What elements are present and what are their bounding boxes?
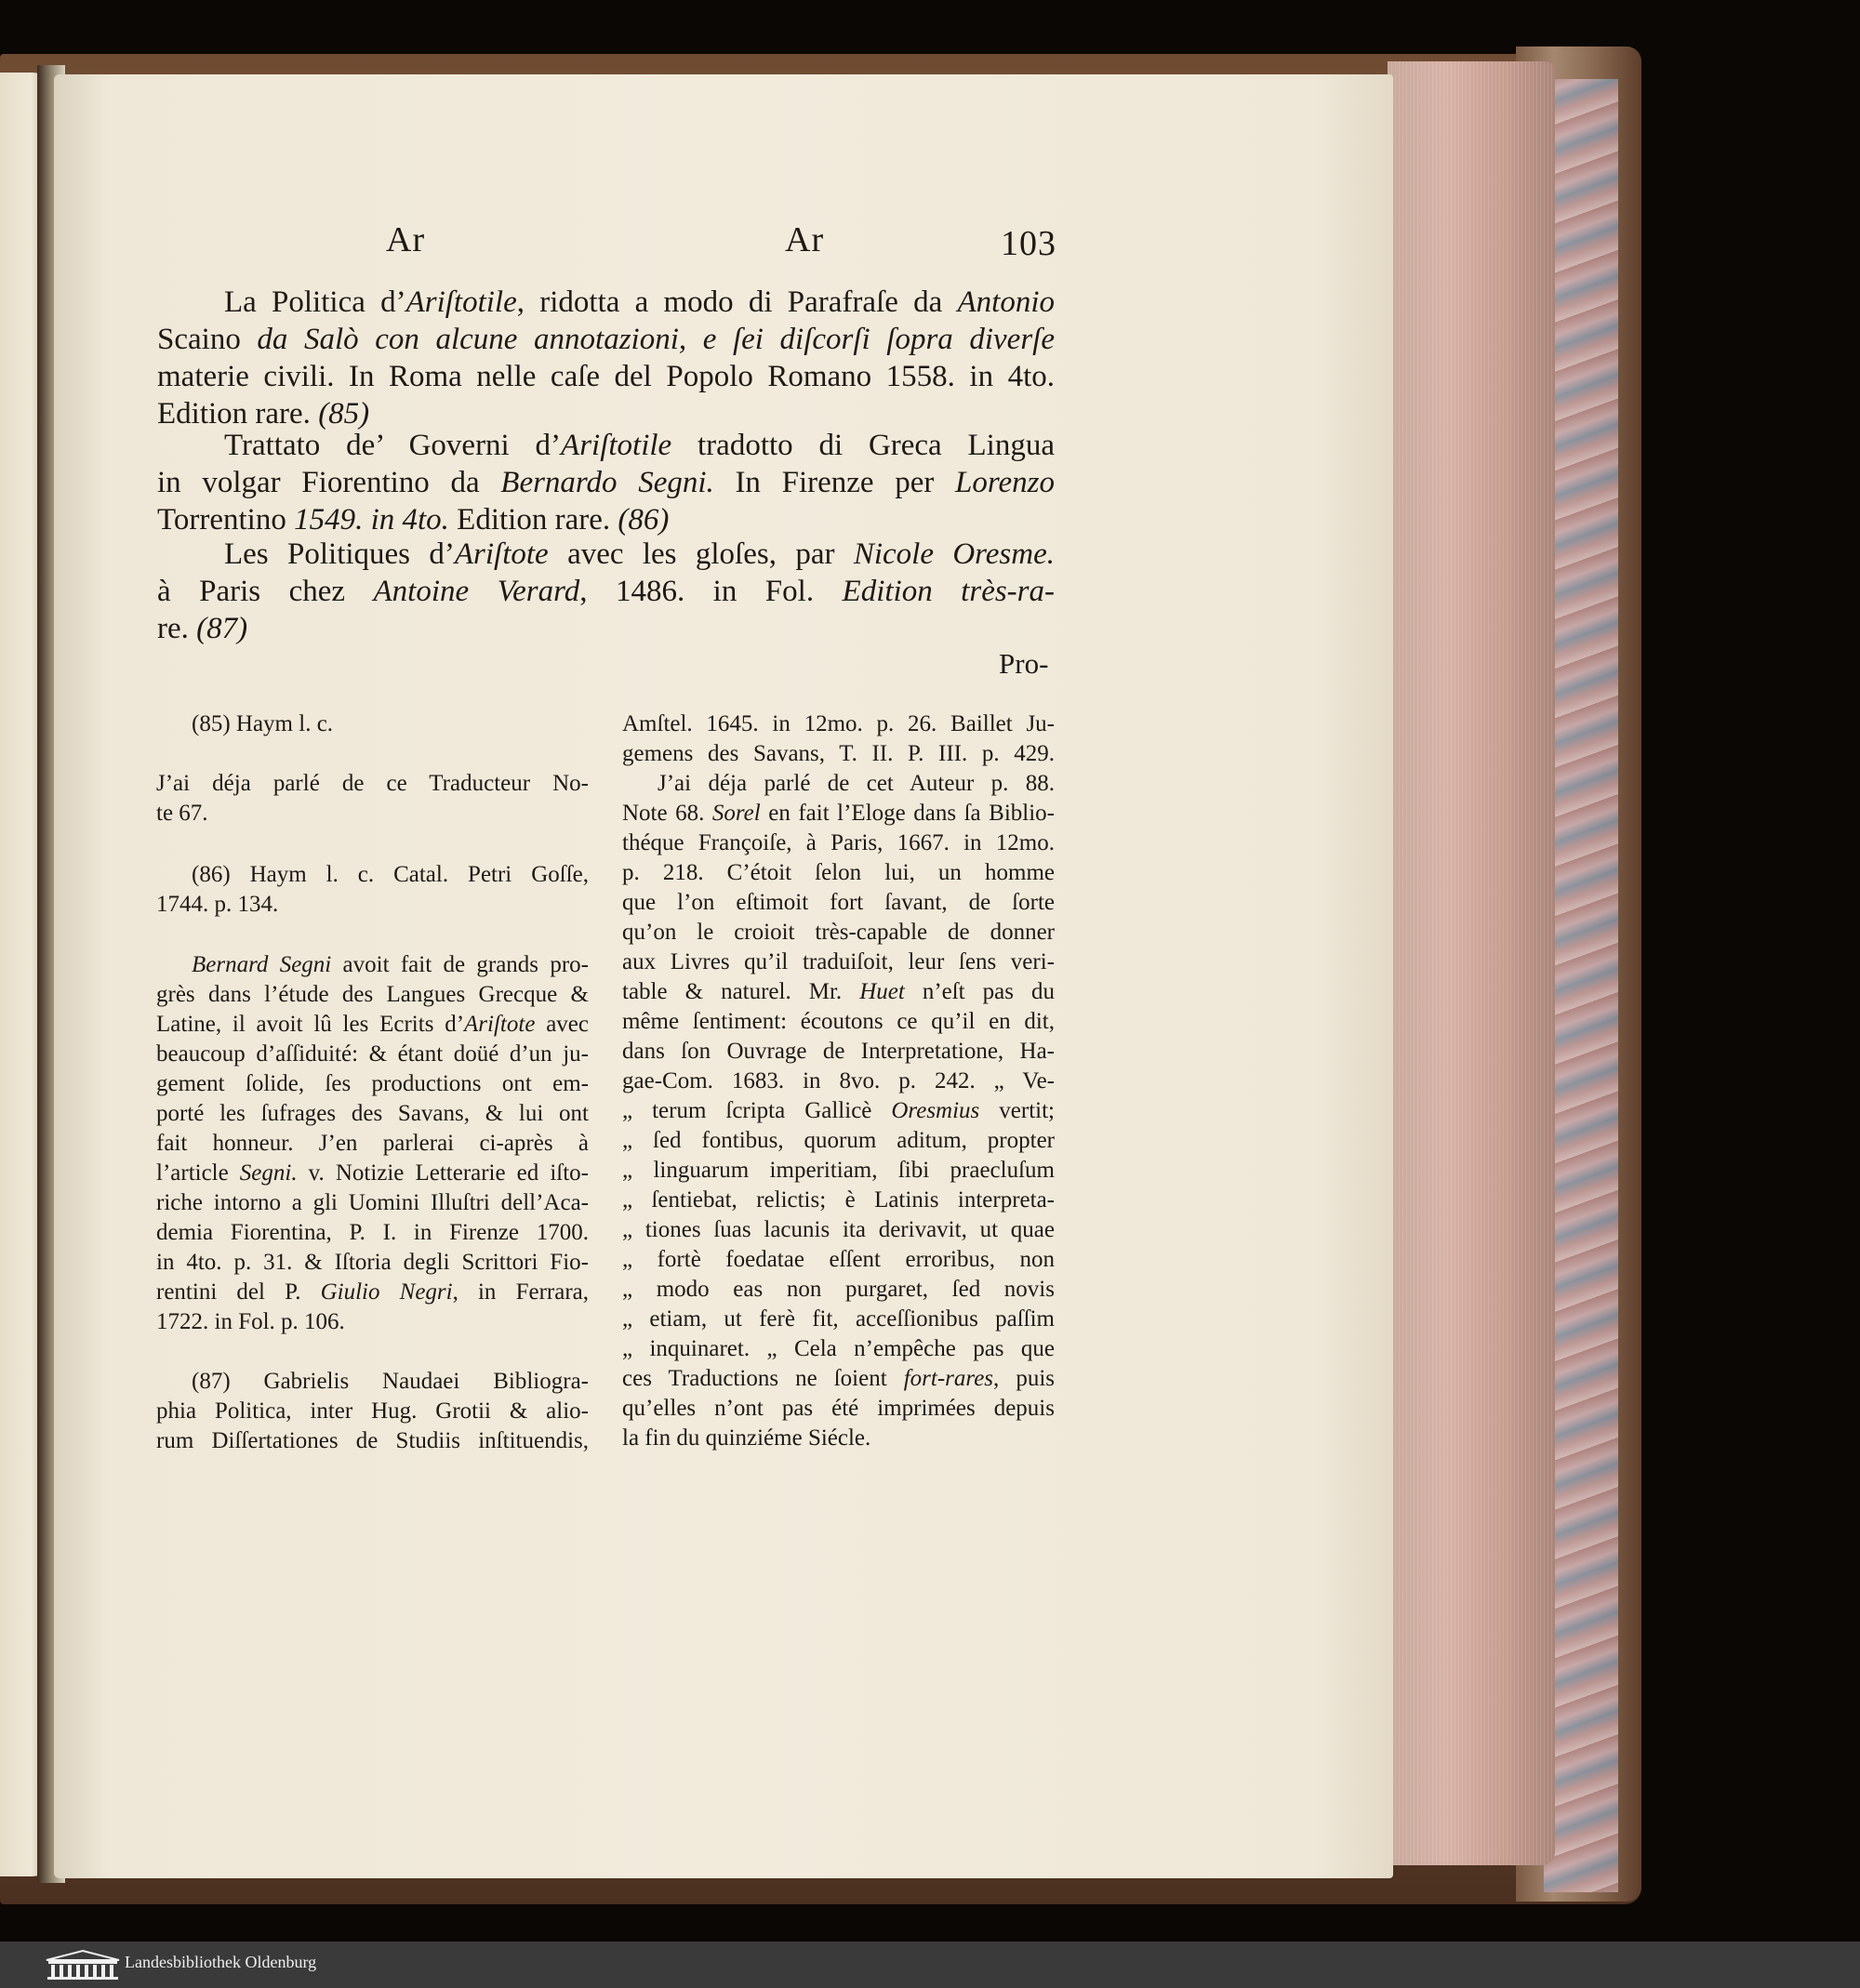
text-line (622, 1215, 1055, 1245)
italic-text: (86) (610, 503, 670, 537)
roman-text: in 4to. p. 31. & Iſtoria degli Scrittori Fio- (156, 1250, 589, 1275)
italic-text: Ariſtote (454, 537, 549, 571)
italic-text: Ariſtotile (561, 429, 672, 462)
roman-text: Latine, il avoit lû les Ecrits d’ (156, 1012, 465, 1037)
roman-text: aux Livres qu’il traduiſoit, leur ſens veri- (622, 949, 1055, 974)
roman-text: même ſentiment: écoutons ce qu’il en dit, (622, 1009, 1055, 1034)
text-line (156, 769, 589, 799)
roman-text: Edition rare. (457, 503, 611, 537)
text-line (156, 1188, 589, 1218)
roman-text: (86) Haym l. c. Catal. Petri Goſſe, (192, 862, 589, 887)
roman-text: beaucoup d’aſſiduité: & étant doüé d’un ju- (156, 1041, 589, 1067)
text-line (622, 739, 1055, 769)
text-line (156, 1278, 589, 1307)
text-line (622, 1305, 1055, 1334)
roman-text: Amſtel. 1645. in 12mo. p. 26. Baillet Ju- (622, 711, 1055, 736)
text-line (622, 858, 1055, 888)
page-block-edges (1388, 61, 1555, 1865)
roman-text: vertit; (979, 1098, 1055, 1123)
roman-text: (85) Haym l. c. (192, 711, 334, 736)
italic-text: Antoine Verard (373, 575, 580, 608)
roman-text: qu’on le croioit très-capable de donner (622, 920, 1055, 945)
roman-text: théque Françoiſe, à Paris, 1667. in 12mo. (622, 830, 1055, 855)
text-line (622, 1245, 1055, 1275)
roman-text: „ ſentiebat, relictis; è Latinis interpreta- (622, 1187, 1055, 1213)
text-line (156, 1010, 589, 1040)
italic-text: da Salò con alcune annotazioni, e ſei diſcorſi ſopra diverſe (240, 323, 1055, 356)
roman-text: n’eſt pas du (904, 979, 1055, 1004)
roman-text: demia Fiorentina, P. I. in Firenze 1700. (156, 1220, 589, 1245)
roman-text: gemens des Savans, T. II. P. III. p. 429. (622, 741, 1055, 766)
roman-text: „ ſed fontibus, quorum aditum, propter (622, 1128, 1055, 1153)
roman-text: avoit fait de grands pro- (331, 952, 589, 977)
text-line (156, 1307, 589, 1337)
italic-text: Sorel (711, 801, 761, 826)
roman-text: „ etiam, ut ferè fit, acceſſionibus paſſim (622, 1306, 1055, 1332)
roman-text: l’article (156, 1160, 240, 1186)
text-line (192, 860, 589, 890)
italic-text: Edition très-ra- (842, 575, 1055, 608)
roman-text: , in Ferrara, (452, 1279, 589, 1305)
roman-text: J’ai déja parlé de cet Auteur p. 88. (658, 771, 1055, 796)
text-line (622, 1394, 1055, 1424)
italic-text: 1549. in 4to. (286, 503, 458, 537)
text-line (156, 1069, 589, 1099)
roman-text: Trattato de’ Governi d’ (224, 429, 562, 462)
text-line (156, 980, 589, 1010)
roman-text: p. 218. C’étoit ſelon lui, un homme (622, 860, 1055, 885)
roman-text: gae-Com. 1683. in 8vo. p. 242. „ Ve- (622, 1068, 1055, 1093)
text-line (622, 1424, 1055, 1453)
footer-bar (0, 1942, 1860, 1988)
page-number: 103 (1001, 224, 1056, 263)
text-line (157, 607, 1055, 650)
text-line (622, 828, 1055, 858)
roman-text: tradotto di Greca Lingua (671, 429, 1055, 462)
roman-text: Note 68. (622, 801, 712, 826)
roman-text: In Firenze per (713, 466, 956, 499)
text-line (622, 1275, 1055, 1305)
text-line (622, 1096, 1055, 1126)
text-line (622, 1364, 1055, 1394)
italic-text: Segni. (239, 1160, 298, 1186)
roman-text: 1722. in Fol. p. 106. (156, 1309, 345, 1334)
running-head-left: Ar (386, 220, 426, 259)
roman-text: J’ai déja parlé de ce Traducteur No- (156, 771, 589, 796)
roman-text: riche intorno a gli Uomini Illuſtri dell’Aca- (156, 1190, 589, 1215)
text-line (622, 1037, 1055, 1067)
italic-text: Giulio Negri (320, 1279, 453, 1305)
roman-text: fait honneur. J’en parlerai ci-après à (156, 1131, 589, 1156)
library-name: Landesbibliothek Oldenburg (125, 1953, 317, 1971)
roman-text: , 1486. in Fol. (579, 575, 843, 608)
roman-text: Torrentino (157, 503, 286, 537)
text-line (156, 1397, 589, 1426)
roman-text: gement ſolide, ſes productions ont em- (156, 1071, 589, 1096)
roman-text: in volgar Fiorentino da (157, 466, 501, 499)
roman-text: , ridotta a modo di Parafraſe da (516, 285, 958, 319)
catchword: Pro- (999, 647, 1049, 680)
text-line (622, 1126, 1055, 1156)
italic-text: (85) (310, 397, 370, 431)
roman-text: en fait l’Eloge dans ſa Biblio- (760, 801, 1055, 826)
roman-text: à Paris chez (157, 575, 374, 608)
roman-text: „ tiones ſuas lacunis ita derivavit, ut quae (622, 1217, 1055, 1242)
roman-text: dans ſon Ouvrage de Interpretatione, Ha- (622, 1039, 1055, 1064)
text-line (156, 1040, 589, 1069)
roman-text: La Politica d’ (224, 285, 406, 319)
text-line (622, 888, 1055, 918)
roman-text: 1744. p. 134. (156, 892, 279, 917)
roman-text: rentini del P. (156, 1279, 321, 1305)
italic-text: Ariſtotile (405, 285, 517, 319)
text-line (622, 1067, 1055, 1096)
text-line (156, 1426, 589, 1456)
italic-text: Bernard Segni (192, 952, 332, 977)
roman-text: phia Politica, inter Hug. Grotii & alio- (156, 1398, 589, 1424)
roman-text: „ fortè foedatae eſſent erroribus, non (622, 1247, 1055, 1272)
text-line (622, 709, 1055, 739)
text-line (192, 1367, 589, 1397)
running-head-center: Ar (785, 220, 825, 259)
marbled-endpaper (1544, 79, 1618, 1892)
roman-text: rum Diſſertationes de Studiis inſtituendis, (156, 1428, 589, 1453)
italic-text: Nicole Oresme. (853, 537, 1055, 571)
roman-text: avec (535, 1012, 589, 1037)
roman-text: Les Politiques d’ (224, 537, 455, 571)
library-building-logo (45, 1949, 121, 1981)
roman-text: que l’on eſtimoit fort ſavant, de ſorte (622, 890, 1055, 915)
text-line (156, 1218, 589, 1248)
text-line (156, 890, 589, 920)
italic-text: Oresmius (891, 1098, 980, 1123)
text-line (156, 1129, 589, 1159)
text-line (658, 769, 1055, 799)
roman-text: avec les gloſes, par (548, 537, 854, 571)
roman-text: Scaino (157, 323, 241, 356)
italic-text: (87) (188, 612, 248, 645)
text-line (156, 1099, 589, 1129)
roman-text: v. Notizie Letterarie ed iſto- (297, 1160, 589, 1186)
text-line (622, 977, 1055, 1007)
italic-text: Lorenzo (955, 466, 1055, 499)
roman-text: te 67. (156, 801, 208, 826)
italic-text: Ariſtote (464, 1012, 536, 1037)
book-page (54, 74, 1393, 1878)
text-line (622, 1156, 1055, 1186)
roman-text: table & naturel. Mr. (622, 979, 860, 1004)
italic-text: fort-rares (903, 1366, 994, 1391)
italic-text: Huet (859, 979, 905, 1004)
roman-text: la fin du quinziéme Siécle. (622, 1425, 871, 1451)
roman-text: grès dans l’étude des Langues Grecque & (156, 982, 589, 1007)
roman-text: materie civili. In Roma nelle caſe del Popolo Romano 1558. in 4to. (157, 360, 1055, 393)
italic-text: Antonio (957, 285, 1055, 319)
roman-text: re. (157, 612, 189, 645)
roman-text: (87) Gabrielis Naudaei Bibliogra- (192, 1369, 589, 1394)
text-line (156, 1248, 589, 1278)
roman-text: „ modo eas non purgaret, ſed novis (622, 1277, 1055, 1302)
roman-text: Edition rare. (157, 397, 311, 431)
text-line (622, 1186, 1055, 1215)
roman-text: „ terum ſcripta Gallicè (622, 1098, 892, 1123)
text-line (622, 1007, 1055, 1037)
roman-text: „ linguarum imperitiam, ſibi praecluſum (622, 1158, 1055, 1183)
text-line (156, 799, 589, 828)
text-line (622, 1334, 1055, 1364)
text-line (192, 709, 589, 739)
italic-text: Bernardo Segni. (500, 466, 714, 499)
roman-text: ces Traductions ne ſoient (622, 1366, 904, 1391)
text-line (622, 799, 1055, 828)
roman-text: „ inquinaret. „ Cela n’empêche pas que (622, 1336, 1055, 1361)
text-line (622, 948, 1055, 977)
text-line (192, 950, 589, 980)
text-line (622, 918, 1055, 948)
text-line (156, 1159, 589, 1188)
roman-text: qu’elles n’ont pas été imprimées depuis (622, 1396, 1055, 1421)
roman-text: porté les ſufrages des Savans, & lui ont (156, 1101, 589, 1126)
roman-text: , puis (993, 1366, 1055, 1391)
